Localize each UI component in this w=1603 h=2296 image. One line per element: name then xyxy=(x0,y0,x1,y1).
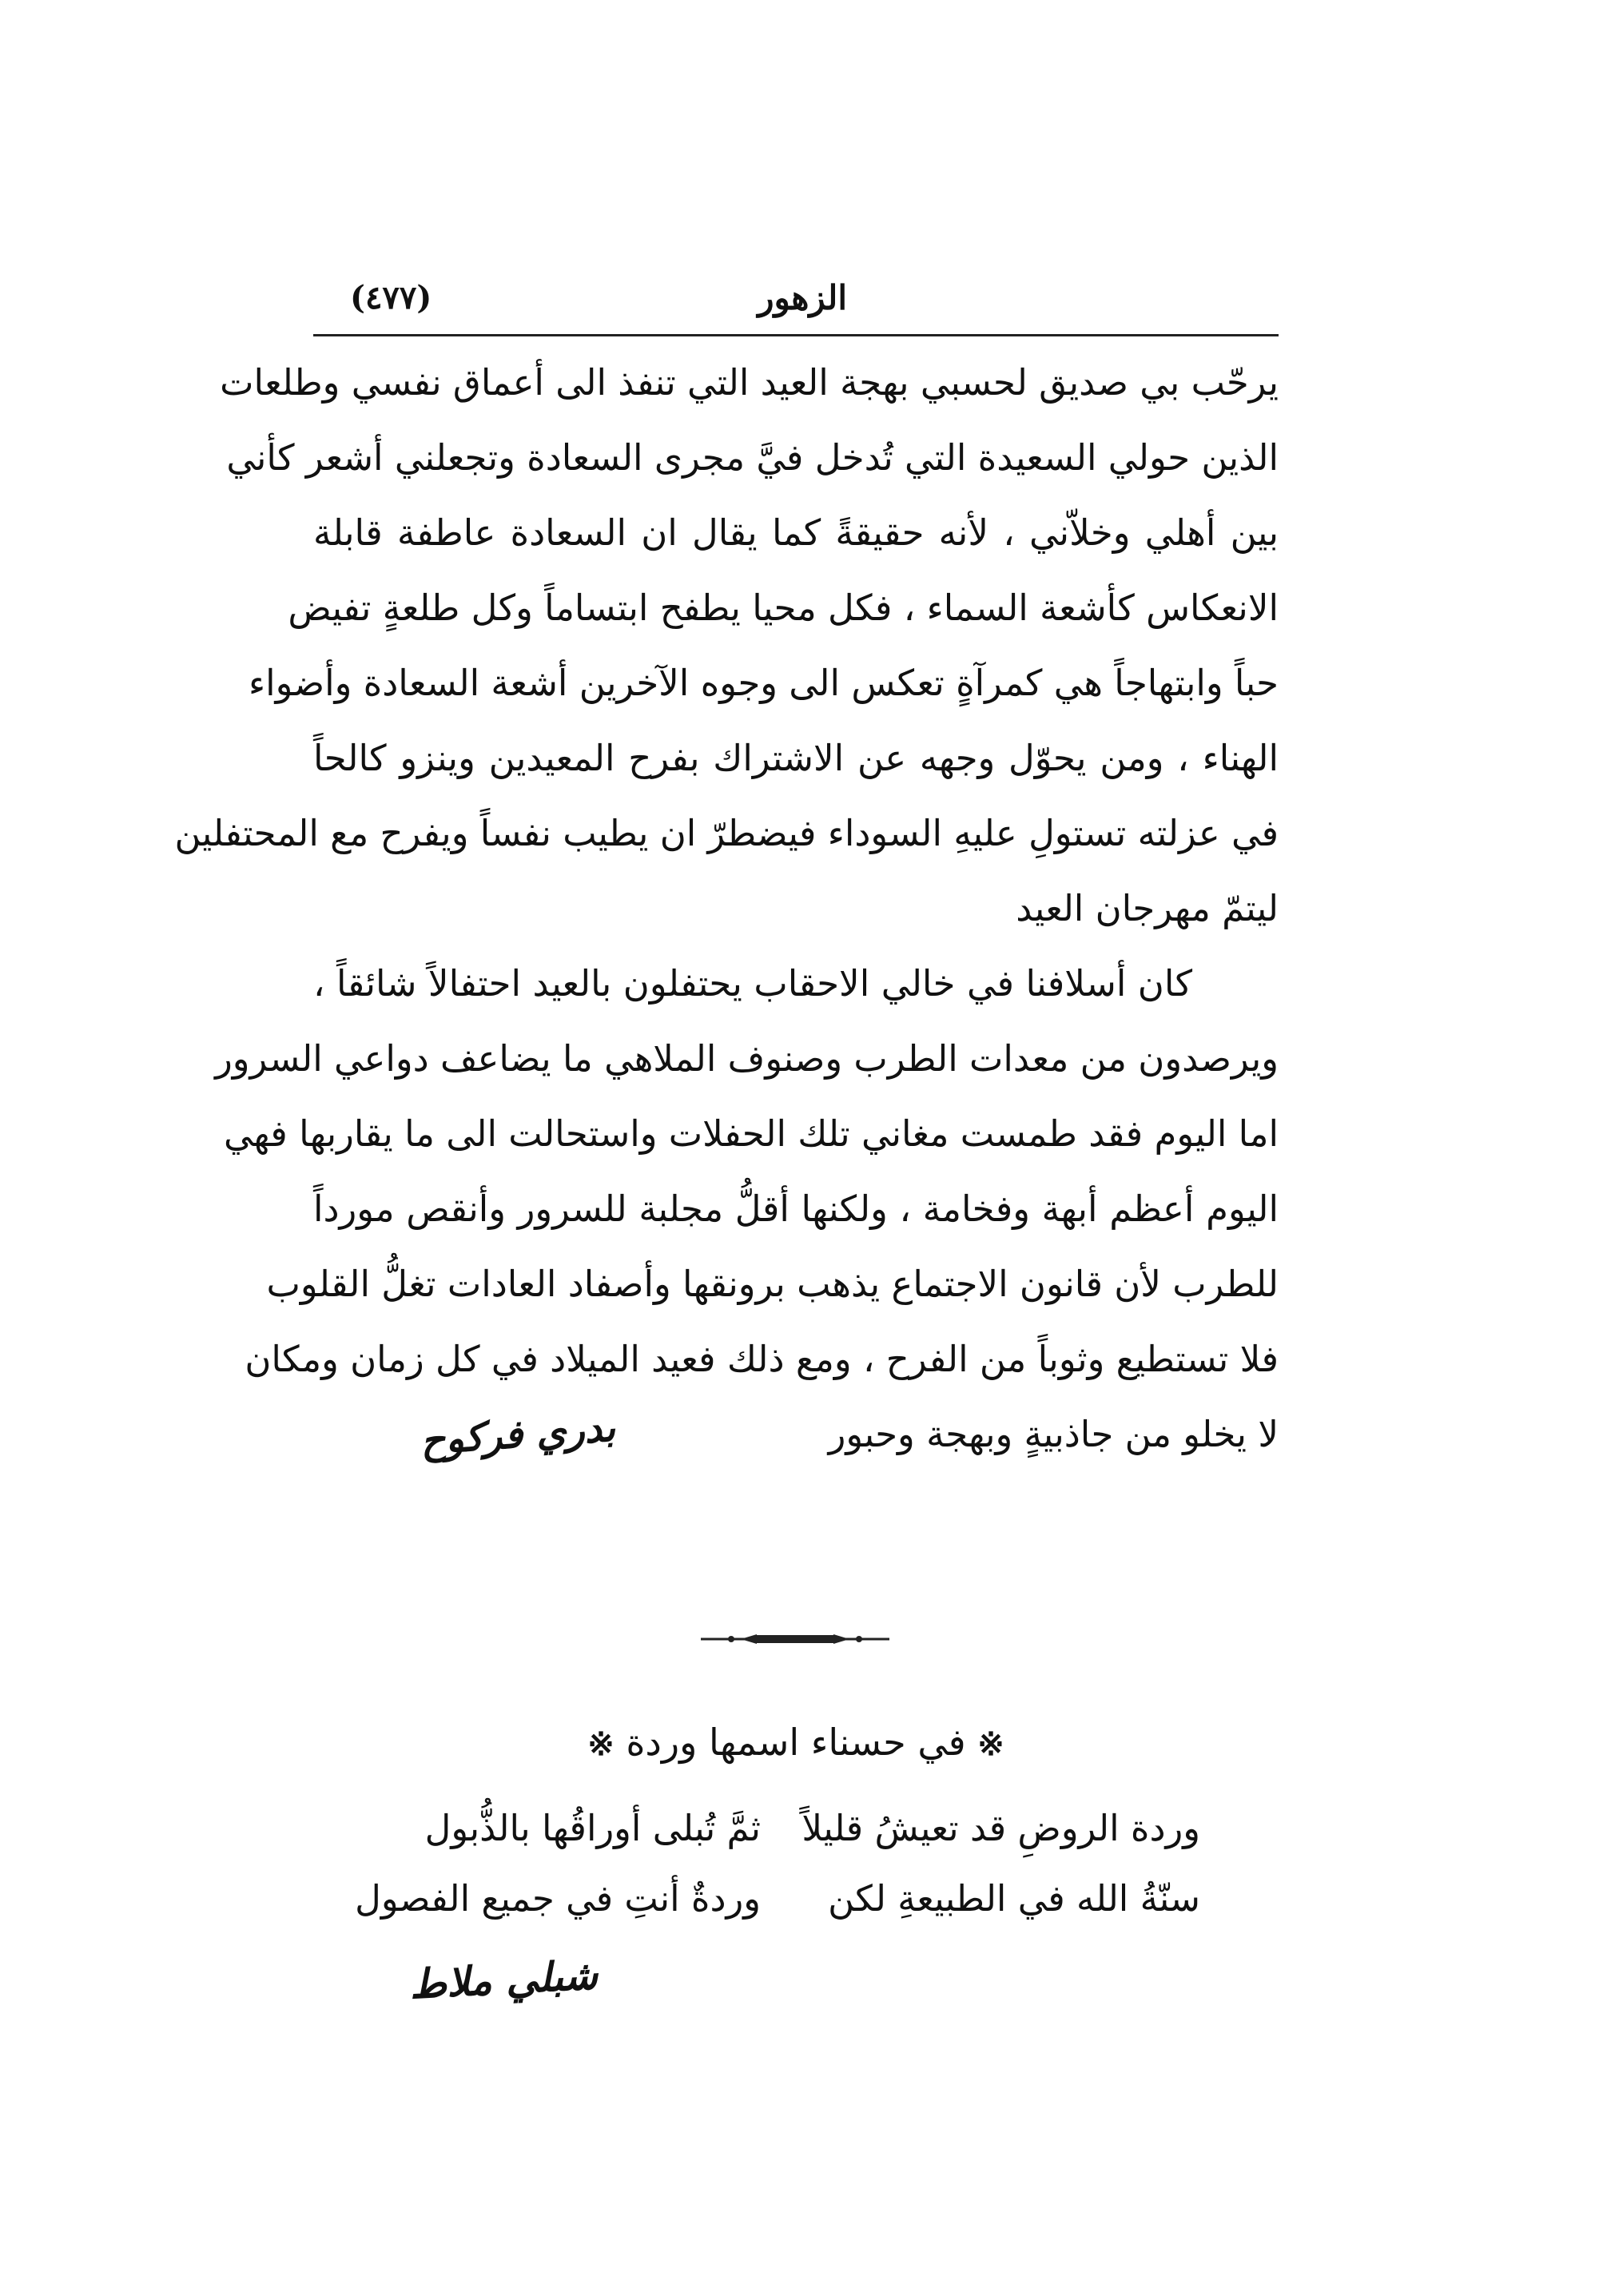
article-body xyxy=(174,345,1279,1472)
article-line-6: الهناء ، ومن يحوّل وجهه عن الاشتراك بفرح المعيدين وينزو كالحاً xyxy=(313,737,1279,779)
section-divider-ornament xyxy=(699,1632,891,1646)
verse-1-first-hemistich: وردة الروضِ قد تعيشُ قليلاً xyxy=(802,1807,1200,1849)
article-line-13: للطرب لأن قانون الاجتماع يذهب برونقها وأصفاد العادات تغلُّ القلوب xyxy=(266,1263,1279,1305)
title-ornament-left-icon: ※ xyxy=(587,1725,615,1763)
article-line-8: ليتمّ مهرجان العيد xyxy=(1016,887,1279,929)
article-line-1: يرحّب بي صديق لحسبي بهجة العيد التي تنفذ الى أعماق نفسي وطلعات xyxy=(220,361,1279,404)
verse-1-second-hemistich: ثمَّ تُبلى أوراقُها بالذُّبول xyxy=(424,1807,761,1849)
running-title: الزهور xyxy=(758,278,847,317)
page-number: (٤٧٧) xyxy=(350,279,432,316)
poem-title-text: في حسناء اسمها وردة xyxy=(626,1721,966,1764)
header-rule xyxy=(313,334,1279,336)
poem-verse-1 xyxy=(313,1797,1200,1860)
article-line-11: اما اليوم فقد طمست مغاني تلك الحفلات واستحالت الى ما يقاربها فهي xyxy=(224,1112,1279,1155)
article-line-15: لا يخلو من جاذبيةٍ وبهجة وحبور xyxy=(828,1413,1279,1455)
article-line-5: حباً وابتهاجاً هي كمرآةٍ تعكس الى وجوه الآخرين أشعة السعادة وأضواء xyxy=(249,662,1279,704)
verse-2-first-hemistich: سنّةُ الله في الطبيعةِ لكن xyxy=(828,1877,1200,1920)
article-line-10: ويرصدون من معدات الطرب وصنوف الملاهي ما يضاعف دواعي السرور xyxy=(215,1037,1279,1080)
article-line-14: فلا تستطيع وثوباً من الفرح ، ومع ذلك فعيد الميلاد في كل زمان ومكان xyxy=(245,1338,1279,1380)
title-ornament-right-icon: ※ xyxy=(977,1725,1004,1763)
article-line-2: الذين حولي السعيدة التي تُدخل فيَّ مجرى السعادة وتجعلني أشعر كأني xyxy=(226,436,1279,479)
article-line-3: بين أهلي وخلاّني ، لأنه حقيقةً كما يقال ان السعادة عاطفة قابلة xyxy=(313,511,1279,554)
poem-author-signature: شبلي ملاط xyxy=(408,1951,599,2008)
verse-2-second-hemistich: وردةٌ أنتِ في جميع الفصول xyxy=(355,1877,761,1920)
poem-title xyxy=(313,1710,1279,1777)
article-line-12: اليوم أعظم أبهة وفخامة ، ولكنها أقلُّ مجلبة للسرور وأنقص مورداً xyxy=(313,1188,1279,1230)
article-line-9: كان أسلافنا في خالي الاحقاب يحتفلون بالعيد احتفالاً شائقاً ، xyxy=(313,962,1192,1005)
page-header xyxy=(313,270,1279,326)
article-signature: بدري فركوح xyxy=(419,1405,617,1464)
article-final-line xyxy=(313,1397,1279,1472)
poem-verse-2 xyxy=(313,1867,1200,1931)
article-line-4: الانعكاس كأشعة السماء ، فكل محيا يطفح ابتساماً وكل طلعةٍ تفيض xyxy=(288,587,1279,629)
article-line-7: في عزلته تستولِ عليهِ السوداء فيضطرّ ان يطيب نفساً ويفرح مع المحتفلين xyxy=(174,812,1279,854)
